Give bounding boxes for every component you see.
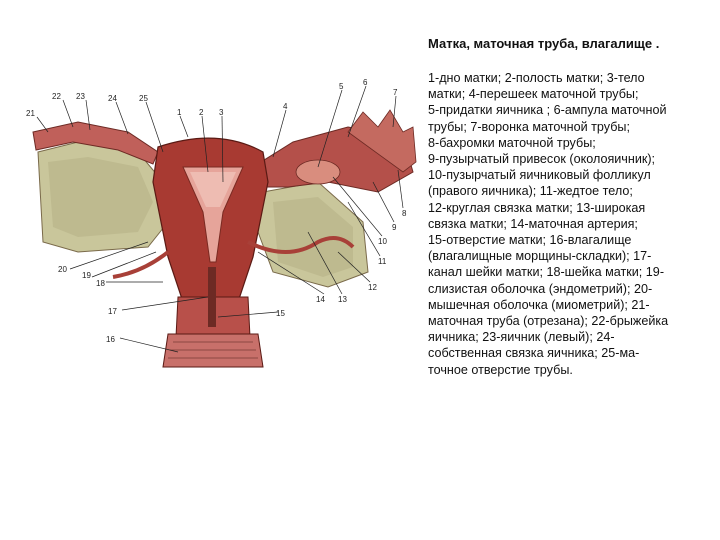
label-20: 20 bbox=[58, 265, 67, 274]
label-12: 12 bbox=[368, 283, 377, 292]
caption-line: 5-придатки яичника ; 6-ампула маточной bbox=[428, 103, 667, 118]
uterus-anatomy-illustration bbox=[18, 72, 418, 372]
caption-line: 1-дно матки; 2-полость матки; 3-тело bbox=[428, 71, 645, 85]
caption-line: 15-отверстие матки; 16-влагалище bbox=[428, 233, 632, 248]
label-6: 6 bbox=[363, 78, 368, 87]
label-14: 14 bbox=[316, 295, 325, 304]
label-9: 9 bbox=[392, 223, 397, 232]
label-7: 7 bbox=[393, 88, 398, 97]
caption-line: 10-пузырчатый яичниковый фолликул bbox=[428, 168, 651, 183]
label-5: 5 bbox=[339, 82, 344, 91]
caption-line: точное отверстие трубы. bbox=[428, 362, 573, 377]
label-17: 17 bbox=[108, 307, 117, 316]
caption-line: 12-круглая связка матки; 13-широкая bbox=[428, 200, 646, 215]
label-4: 4 bbox=[283, 102, 288, 111]
label-24: 24 bbox=[108, 94, 117, 103]
label-18: 18 bbox=[96, 279, 105, 288]
anatomical-drawing bbox=[33, 110, 416, 367]
caption-line: матки; 4-перешеек маточной трубы; bbox=[428, 87, 639, 102]
label-25: 25 bbox=[139, 94, 148, 103]
label-3: 3 bbox=[219, 108, 224, 117]
label-22: 22 bbox=[52, 92, 61, 101]
label-10: 10 bbox=[378, 237, 387, 246]
caption-line: собственная связка яичника; 25-ма- bbox=[428, 346, 640, 361]
label-8: 8 bbox=[402, 209, 407, 218]
caption-line: маточная труба (отрезана); 22-брыжейка bbox=[428, 314, 669, 329]
label-16: 16 bbox=[106, 335, 115, 344]
caption-title: Матка, маточная труба, влагалище . bbox=[428, 36, 660, 51]
caption-line: связка матки; 14-маточная артерия; bbox=[428, 216, 638, 231]
caption-line: (влагалищные морщины-складки); 17- bbox=[428, 249, 652, 264]
caption-line: канал шейки матки; 18-шейка матки; 19- bbox=[428, 265, 665, 280]
caption-line: яичника; 23-яичник (левый); 24- bbox=[428, 330, 615, 345]
label-2: 2 bbox=[199, 108, 204, 117]
label-19: 19 bbox=[82, 271, 91, 280]
label-13: 13 bbox=[338, 295, 347, 304]
caption-line: слизистая оболочка (эндометрий); 20- bbox=[428, 281, 653, 296]
caption-text bbox=[428, 70, 715, 378]
label-15: 15 bbox=[276, 309, 285, 318]
caption-line: мышечная оболочка (миометрий); 21- bbox=[428, 297, 650, 312]
caption-line: 9-пузырчатый привесок (околояичник); bbox=[428, 152, 656, 167]
caption-line: 8-бахромки маточной трубы; bbox=[428, 135, 596, 150]
label-23: 23 bbox=[76, 92, 85, 101]
caption-line: (правого яичника); 11-жедтое тело; bbox=[428, 184, 633, 199]
caption-line: трубы; 7-воронка маточной трубы; bbox=[428, 119, 630, 134]
label-1: 1 bbox=[177, 108, 182, 117]
label-21: 21 bbox=[26, 109, 35, 118]
label-11: 11 bbox=[378, 257, 387, 266]
